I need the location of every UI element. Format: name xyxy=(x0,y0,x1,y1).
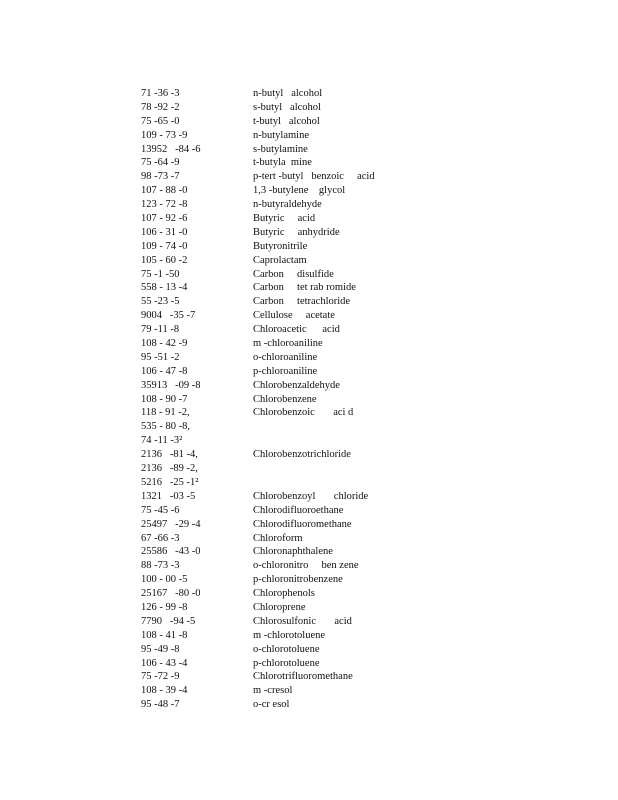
list-item xyxy=(141,281,581,295)
cas-number: 106 - 47 -8 xyxy=(141,365,188,377)
list-item xyxy=(141,156,581,170)
chemical-name: Butyric acid xyxy=(253,213,316,225)
cas-number: 109 - 73 -9 xyxy=(141,129,188,141)
cas-number: 118 - 91 -2, xyxy=(141,407,190,419)
list-item xyxy=(141,573,581,587)
cas-number: 109 - 74 -0 xyxy=(141,240,188,252)
chemical-name: Chlorobenzoic aci d xyxy=(253,407,354,419)
cas-number: 108 - 39 -4 xyxy=(141,685,188,697)
chemical-name: Chloroprene xyxy=(253,601,306,613)
list-item xyxy=(141,448,581,462)
list-item xyxy=(141,198,581,212)
cas-number: 9004 -35 -7 xyxy=(141,310,196,322)
cas-number: 107 - 88 -0 xyxy=(141,185,188,197)
cas-number: 106 - 43 -4 xyxy=(141,657,188,669)
cas-number: 74 -11 -3² xyxy=(141,435,183,447)
cas-number: 2136 -81 -4, xyxy=(141,449,198,461)
chemical-name: p-chlorotoluene xyxy=(253,657,320,669)
list-item xyxy=(141,295,581,309)
list-item xyxy=(141,309,581,323)
chemical-name: Chloronaphthalene xyxy=(253,546,333,558)
cas-number: 2136 -89 -2, xyxy=(141,463,198,475)
cas-number: 78 -92 -2 xyxy=(141,101,180,113)
list-item xyxy=(141,490,581,504)
cas-number: 107 - 92 -6 xyxy=(141,213,188,225)
chemical-name: 1,3 -butylene glycol xyxy=(253,185,346,197)
list-item xyxy=(141,212,581,226)
list-item xyxy=(141,559,581,573)
chemical-name: Chlorobenzene xyxy=(253,393,317,405)
chemical-name: Butyronitrile xyxy=(253,240,308,252)
chemical-name: Carbon disulfide xyxy=(253,268,334,280)
chemical-name: t-butyl alcohol xyxy=(253,115,320,127)
cas-number: 71 -36 -3 xyxy=(141,88,180,99)
list-item xyxy=(141,601,581,615)
cas-number: 55 -23 -5 xyxy=(141,296,180,308)
chemical-name: n-butylamine xyxy=(253,129,309,141)
list-item xyxy=(141,684,581,698)
list-item xyxy=(141,587,581,601)
cas-number: 25497 -29 -4 xyxy=(141,518,201,530)
list-item xyxy=(141,323,581,337)
cas-number: 105 - 60 -2 xyxy=(141,254,188,266)
cas-number: 100 - 00 -5 xyxy=(141,574,188,586)
chemical-name: Chlorotrifluoromethane xyxy=(253,671,353,683)
cas-number: 123 - 72 -8 xyxy=(141,199,188,211)
chemical-name: Butyric anhydride xyxy=(253,226,340,238)
list-item xyxy=(141,476,581,490)
list-item xyxy=(141,254,581,268)
chemical-name: o-chloronitro ben zene xyxy=(253,560,359,572)
list-item xyxy=(141,365,581,379)
cas-number: 75 -45 -6 xyxy=(141,504,180,516)
cas-number: 75 -64 -9 xyxy=(141,157,180,169)
chemical-name: Chlorosulfonic acid xyxy=(253,615,352,627)
list-item xyxy=(141,170,581,184)
list-item xyxy=(141,115,581,129)
list-item xyxy=(141,462,581,476)
cas-number: 535 - 80 -8, xyxy=(141,421,190,433)
cas-number: 95 -48 -7 xyxy=(141,699,180,711)
list-item xyxy=(141,184,581,198)
cas-number: 79 -11 -8 xyxy=(141,324,180,336)
chemical-name: Chlorodifluoroethane xyxy=(253,504,344,516)
list-item xyxy=(141,615,581,629)
list-item xyxy=(141,226,581,240)
list-item xyxy=(141,240,581,254)
cas-number: 25167 -80 -0 xyxy=(141,588,201,600)
cas-number: 108 - 90 -7 xyxy=(141,393,188,405)
chemical-name: n-butyraldehyde xyxy=(253,199,322,211)
list-item xyxy=(141,504,581,518)
list-item xyxy=(141,629,581,643)
chemical-name: Chlorobenzaldehyde xyxy=(253,379,340,391)
chemical-name: o-chloroaniline xyxy=(253,351,318,363)
chemical-name: Carbon tetrachloride xyxy=(253,296,351,308)
cas-number: 75 -1 -50 xyxy=(141,268,180,280)
cas-number: 88 -73 -3 xyxy=(141,560,180,572)
list-item xyxy=(141,420,581,434)
cas-number: 67 -66 -3 xyxy=(141,532,180,544)
list-item xyxy=(141,379,581,393)
cas-number: 108 - 42 -9 xyxy=(141,338,188,350)
chemical-name: Caprolactam xyxy=(253,254,307,266)
cas-number: 5216 -25 -1² xyxy=(141,476,199,488)
chemical-name: Chloroform xyxy=(253,532,303,544)
chemical-name: n-butyl alcohol xyxy=(253,88,323,99)
cas-number: 1321 -03 -5 xyxy=(141,490,196,502)
cas-number: 95 -49 -8 xyxy=(141,643,180,655)
chemical-name: Chloroacetic acid xyxy=(253,324,340,336)
list-item xyxy=(141,143,581,157)
list-item xyxy=(141,87,581,101)
cas-number: 95 -51 -2 xyxy=(141,351,180,363)
list-item xyxy=(141,393,581,407)
chemical-name: Chlorobenzoyl chloride xyxy=(253,490,369,502)
chemical-name: Cellulose acetate xyxy=(253,310,335,322)
chemical-name: m -cresol xyxy=(253,685,293,697)
list-item xyxy=(141,434,581,448)
cas-number: 75 -72 -9 xyxy=(141,671,180,683)
cas-number: 25586 -43 -0 xyxy=(141,546,201,558)
chemical-list xyxy=(141,87,581,712)
list-item xyxy=(141,351,581,365)
list-item xyxy=(141,532,581,546)
list-item xyxy=(141,518,581,532)
cas-number: 13952 -84 -6 xyxy=(141,143,201,155)
cas-number: 75 -65 -0 xyxy=(141,115,180,127)
cas-number: 35913 -09 -8 xyxy=(141,379,201,391)
chemical-name: p-chloronitrobenzene xyxy=(253,574,343,586)
chemical-name: Chlorobenzotrichloride xyxy=(253,449,351,461)
list-item xyxy=(141,337,581,351)
chemical-name: Chlorophenols xyxy=(253,588,315,600)
chemical-name: p-tert -butyl benzoic acid xyxy=(253,171,375,183)
chemical-name: s-butylamine xyxy=(253,143,308,155)
cas-number: 126 - 99 -8 xyxy=(141,601,188,613)
chemical-name: m -chlorotoluene xyxy=(253,629,326,641)
chemical-name: m -chloroaniline xyxy=(253,338,323,350)
chemical-name: t-butyla mine xyxy=(253,157,312,169)
chemical-name: Chlorodifluoromethane xyxy=(253,518,352,530)
list-item xyxy=(141,101,581,115)
list-item xyxy=(141,268,581,282)
list-item xyxy=(141,129,581,143)
cas-number: 7790 -94 -5 xyxy=(141,615,196,627)
list-item xyxy=(141,406,581,420)
list-item xyxy=(141,545,581,559)
chemical-name: s-butyl alcohol xyxy=(253,101,321,113)
list-item xyxy=(141,643,581,657)
chemical-name: p-chloroaniline xyxy=(253,365,318,377)
cas-number: 108 - 41 -8 xyxy=(141,629,188,641)
cas-number: 98 -73 -7 xyxy=(141,171,180,183)
list-item xyxy=(141,698,581,712)
chemical-name: o-chlorotoluene xyxy=(253,643,320,655)
chemical-name: o-cr esol xyxy=(253,699,290,711)
list-item xyxy=(141,670,581,684)
chemical-name: Carbon tet rab romide xyxy=(253,282,356,294)
cas-number: 558 - 13 -4 xyxy=(141,282,188,294)
cas-number: 106 - 31 -0 xyxy=(141,226,188,238)
list-item xyxy=(141,657,581,671)
